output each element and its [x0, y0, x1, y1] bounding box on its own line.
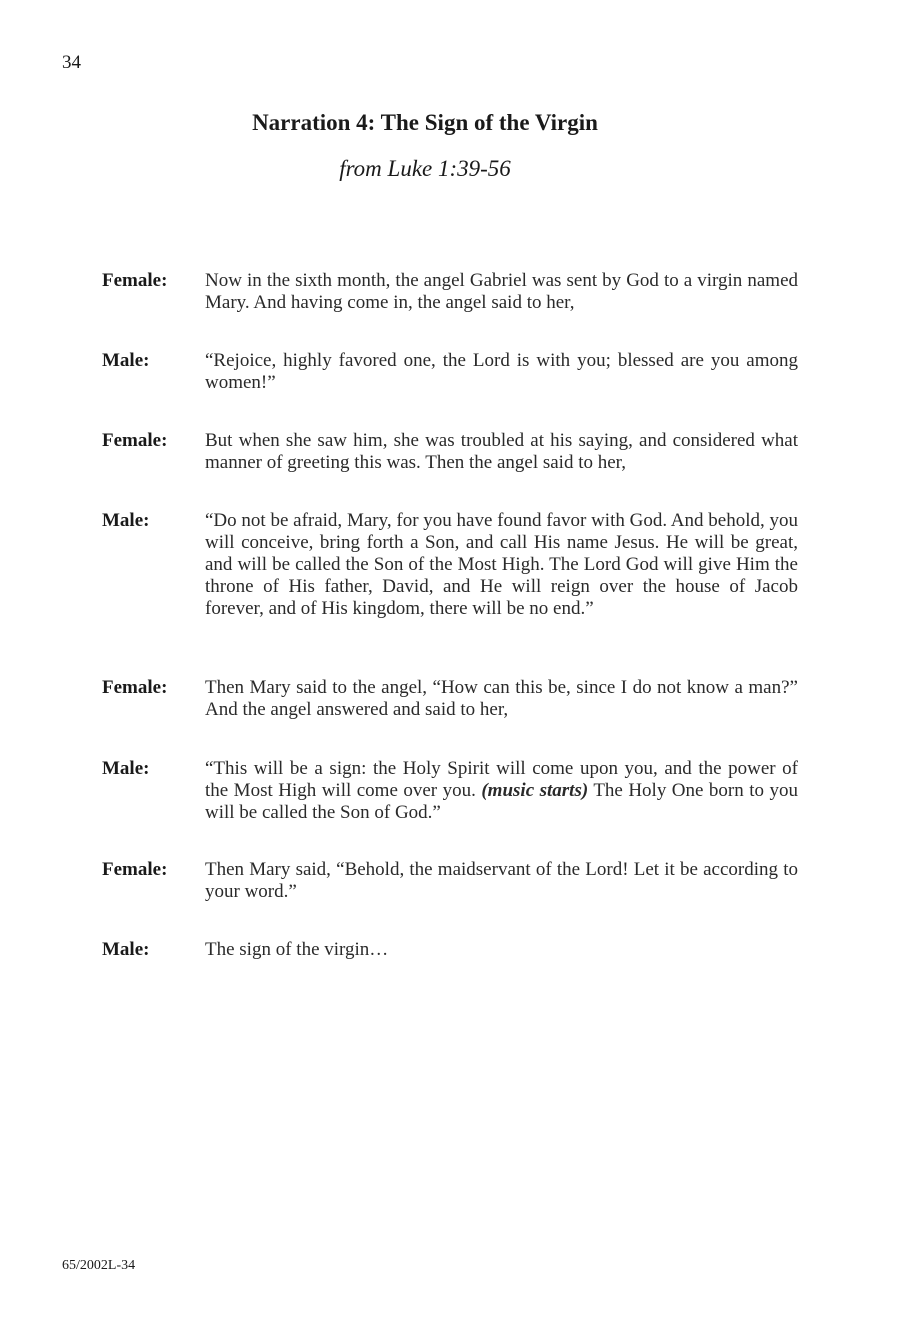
spoken-line	[205, 758, 798, 824]
spoken-line: Then Mary said to the angel, “How can this be, since I do not know a man?” And the angel answered and said to her,	[205, 677, 798, 720]
spoken-line: Now in the sixth month, the angel Gabriel was sent by God to a virgin named Mary. And having come in, the angel said to her,	[205, 270, 798, 313]
speaker-label: Female:	[102, 859, 168, 880]
speaker-label: Male:	[102, 758, 150, 779]
spoken-line: “Do not be afraid, Mary, for you have found favor with God. And behold, you will conceive, bring forth a Son, and call His name Jesus. He will be great, and will be called the Son of the Most High. The Lord God will give Him the throne of His father, David, and He will reign over the house of Jacob forever, and of His kingdom, there will be no end.”	[205, 510, 798, 619]
scripture-reference: from Luke 1:39-56	[339, 156, 511, 181]
footer-code: 65/2002L-34	[62, 1258, 136, 1273]
speaker-label: Male:	[102, 510, 150, 531]
page-title: Narration 4: The Sign of the Virgin	[252, 110, 598, 135]
spoken-line: “Rejoice, highly favored one, the Lord is with you; blessed are you among women!”	[205, 350, 798, 393]
spoken-text-part: “This will be a sign: the Holy Spirit will come upon you, and the power of the Most High will come over you.	[205, 758, 798, 801]
speaker-label: Female:	[102, 677, 168, 698]
spoken-line: Then Mary said, “Behold, the maidservant of the Lord! Let it be according to your word.”	[205, 859, 798, 902]
speaker-label: Male:	[102, 350, 150, 371]
speaker-label: Female:	[102, 270, 168, 291]
spoken-line: The sign of the virgin…	[205, 939, 389, 960]
music-cue: (music starts)	[481, 780, 589, 801]
spoken-line: But when she saw him, she was troubled at his saying, and considered what manner of greeting this was. Then the angel said to her,	[205, 430, 798, 473]
page-number: 34	[62, 52, 81, 73]
speaker-label: Male:	[102, 939, 150, 960]
spoken-text-part: The Holy One born to you will be called the Son of God.”	[205, 780, 798, 823]
speaker-label: Female:	[102, 430, 168, 451]
